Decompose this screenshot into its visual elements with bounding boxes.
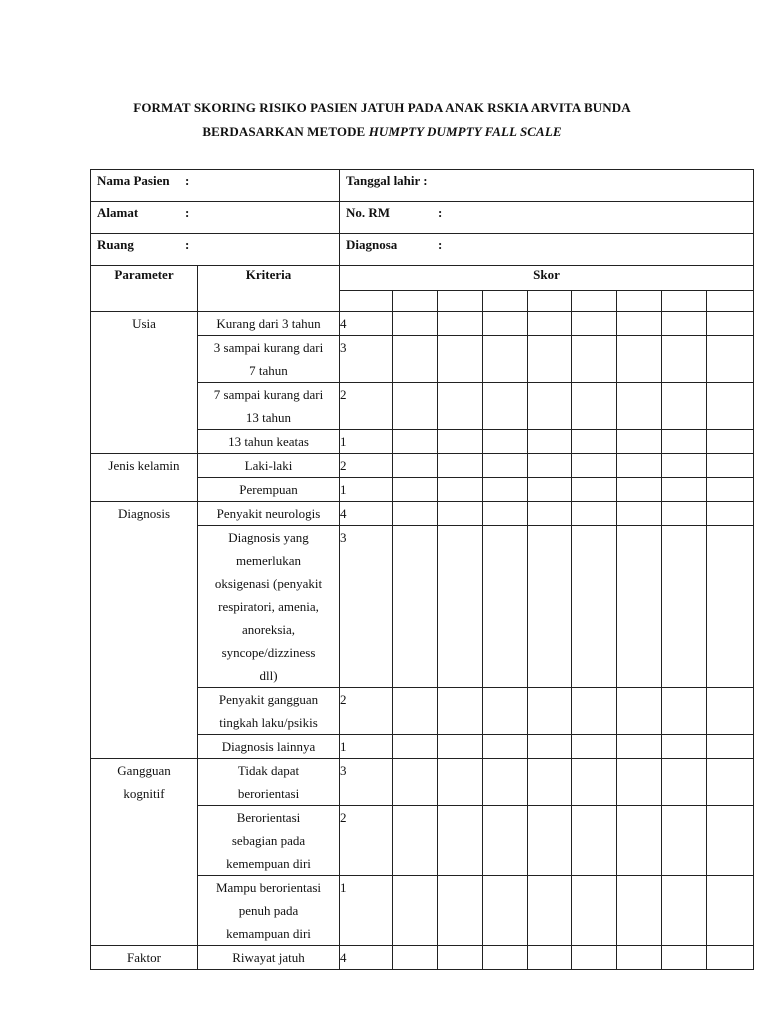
room-field[interactable]: [91, 234, 340, 266]
score-entry-cell[interactable]: [528, 291, 572, 312]
criteria-cell: [198, 478, 340, 502]
criteria-line: 13 tahun keatas: [228, 434, 309, 449]
score-entry-cell[interactable]: [528, 946, 572, 970]
criteria-line: anoreksia,: [241, 622, 296, 637]
criteria-cell: [198, 336, 340, 383]
score-entry-cell[interactable]: [617, 478, 662, 502]
score-value-cell: 1: [340, 876, 393, 946]
score-value-cell: 2: [340, 806, 393, 876]
score-entry-cell[interactable]: [617, 502, 662, 526]
criteria-line: Penyakit neurologis: [216, 506, 321, 521]
score-entry-cell[interactable]: [483, 876, 528, 946]
score-entry-cell[interactable]: [393, 312, 438, 336]
parameter-line: Jenis kelamin: [108, 458, 180, 473]
score-value-cell: 1: [340, 478, 393, 502]
score-entry-cell[interactable]: [707, 291, 754, 312]
criteria-cell: [198, 502, 340, 526]
score-entry-cell[interactable]: [617, 312, 662, 336]
score-entry-cell[interactable]: [572, 291, 617, 312]
score-value-cell: 4: [340, 502, 393, 526]
parameter-cell: [91, 454, 198, 502]
score-entry-cell[interactable]: [528, 526, 572, 688]
criteria-line: memerlukan: [236, 553, 301, 568]
score-entry-cell[interactable]: [438, 526, 483, 688]
birth-date-label: Tanggal lahir :: [346, 173, 428, 188]
criteria-line: Laki-laki: [244, 458, 293, 473]
score-value-cell: 4: [340, 946, 393, 970]
room-row: [91, 234, 754, 266]
score-entry-cell[interactable]: [662, 430, 707, 454]
score-entry-cell[interactable]: [662, 876, 707, 946]
criteria-row: [91, 759, 754, 806]
criteria-line: kemampuan diri: [226, 926, 311, 941]
score-entry-cell[interactable]: [528, 806, 572, 876]
criteria-line: Diagnosis lainnya: [221, 739, 316, 754]
score-entry-cell[interactable]: [393, 946, 438, 970]
criteria-line: penuh pada: [238, 903, 299, 918]
score-entry-cell[interactable]: [438, 383, 483, 430]
criteria-line: Diagnosis yang: [228, 530, 309, 545]
score-value-cell: 2: [340, 454, 393, 478]
criteria-cell: [198, 454, 340, 478]
score-value-cell: 4: [340, 312, 393, 336]
score-entry-cell[interactable]: [528, 454, 572, 478]
parameter-line: Faktor: [127, 950, 161, 965]
criteria-line: 3 sampai kurang dari: [213, 340, 324, 355]
score-entry-cell[interactable]: [483, 806, 528, 876]
score-entry-cell[interactable]: [393, 291, 438, 312]
criteria-cell: [198, 688, 340, 735]
criteria-cell: [198, 735, 340, 759]
criteria-cell: [198, 946, 340, 970]
patient-name-field[interactable]: [91, 170, 340, 202]
score-entry-cell[interactable]: [528, 688, 572, 735]
criteria-cell: [198, 806, 340, 876]
medical-record-sep: :: [438, 205, 443, 220]
score-entry-cell[interactable]: [662, 688, 707, 735]
diagnosis-sep: :: [438, 237, 443, 252]
score-entry-cell[interactable]: [483, 312, 528, 336]
score-entry-cell[interactable]: [483, 478, 528, 502]
score-entry-cell[interactable]: [438, 806, 483, 876]
criteria-line: respiratori, amenia,: [218, 599, 319, 614]
score-entry-cell[interactable]: [707, 336, 754, 383]
score-entry-cell[interactable]: [483, 502, 528, 526]
criteria-line: dll): [259, 668, 278, 683]
parameter-cell: [91, 946, 198, 970]
room-label: Ruang: [97, 237, 134, 252]
criteria-row: [91, 502, 754, 526]
score-entry-cell[interactable]: [662, 478, 707, 502]
criteria-header: Kriteria: [198, 266, 340, 312]
score-entry-cell[interactable]: [662, 502, 707, 526]
score-entry-cell[interactable]: [528, 478, 572, 502]
medical-record-field[interactable]: [340, 202, 754, 234]
score-entry-cell[interactable]: [393, 430, 438, 454]
score-header: Skor: [340, 266, 754, 291]
parameter-cell: [91, 502, 198, 759]
score-entry-cell[interactable]: [662, 735, 707, 759]
score-entry-cell[interactable]: [393, 383, 438, 430]
score-entry-cell[interactable]: [707, 383, 754, 430]
parameter-header: Parameter: [91, 266, 198, 312]
score-entry-cell[interactable]: [572, 478, 617, 502]
criteria-cell: [198, 312, 340, 336]
score-entry-cell[interactable]: [662, 383, 707, 430]
score-entry-cell[interactable]: [617, 336, 662, 383]
parameter-line: Gangguan: [117, 763, 171, 778]
patient-name-row: [91, 170, 754, 202]
score-value-cell: 3: [340, 526, 393, 688]
birth-date-field[interactable]: [340, 170, 754, 202]
score-entry-cell[interactable]: [662, 312, 707, 336]
fall-risk-form-table: [90, 169, 754, 970]
diagnosis-label: Diagnosa: [346, 237, 398, 252]
address-sep: :: [185, 205, 190, 220]
score-entry-cell[interactable]: [438, 759, 483, 806]
score-entry-cell[interactable]: [707, 759, 754, 806]
score-entry-cell[interactable]: [617, 806, 662, 876]
score-entry-cell[interactable]: [617, 876, 662, 946]
score-entry-cell[interactable]: [483, 454, 528, 478]
score-entry-cell[interactable]: [528, 502, 572, 526]
criteria-row: [91, 454, 754, 478]
score-entry-cell[interactable]: [707, 430, 754, 454]
score-entry-cell[interactable]: [528, 876, 572, 946]
score-entry-cell[interactable]: [393, 336, 438, 383]
score-entry-cell[interactable]: [572, 383, 617, 430]
score-entry-cell[interactable]: [572, 454, 617, 478]
score-entry-cell[interactable]: [572, 688, 617, 735]
score-entry-cell[interactable]: [617, 454, 662, 478]
score-entry-cell[interactable]: [438, 478, 483, 502]
score-entry-cell[interactable]: [707, 502, 754, 526]
score-entry-cell[interactable]: [528, 312, 572, 336]
score-entry-cell[interactable]: [438, 502, 483, 526]
score-entry-cell[interactable]: [483, 759, 528, 806]
score-entry-cell[interactable]: [528, 383, 572, 430]
parameter-line: Usia: [132, 316, 156, 331]
criteria-cell: [198, 876, 340, 946]
criteria-row: [91, 312, 754, 336]
score-entry-cell[interactable]: [483, 336, 528, 383]
score-entry-cell[interactable]: [438, 291, 483, 312]
parameter-line: kognitif: [123, 786, 165, 801]
criteria-cell: [198, 759, 340, 806]
score-value-blank-cell[interactable]: [340, 291, 393, 312]
parameter-cell: [91, 759, 198, 946]
score-entry-cell[interactable]: [438, 876, 483, 946]
criteria-line: Perempuan: [239, 482, 298, 497]
criteria-line: 7 sampai kurang dari: [213, 387, 324, 402]
criteria-line: oksigenasi (penyakit: [214, 576, 323, 591]
score-entry-cell[interactable]: [483, 688, 528, 735]
score-entry-cell[interactable]: [572, 946, 617, 970]
score-entry-cell[interactable]: [662, 806, 707, 876]
score-entry-cell[interactable]: [438, 688, 483, 735]
score-entry-cell[interactable]: [438, 430, 483, 454]
score-entry-cell[interactable]: [528, 430, 572, 454]
subtitle-prefix: BERDASARKAN METODE: [202, 124, 369, 139]
address-row: [91, 202, 754, 234]
criteria-line: berorientasi: [237, 786, 300, 801]
score-entry-cell[interactable]: [572, 502, 617, 526]
room-sep: :: [185, 237, 190, 252]
score-entry-cell[interactable]: [483, 526, 528, 688]
score-entry-cell[interactable]: [617, 383, 662, 430]
criteria-row: [91, 946, 754, 970]
score-entry-cell[interactable]: [617, 759, 662, 806]
criteria-line: Berorientasi: [236, 810, 301, 825]
score-entry-cell[interactable]: [438, 735, 483, 759]
criteria-line: 7 tahun: [249, 363, 288, 378]
score-entry-cell[interactable]: [393, 688, 438, 735]
criteria-cell: [198, 526, 340, 688]
criteria-line: syncope/dizziness: [221, 645, 316, 660]
criteria-line: Penyakit gangguan: [218, 692, 319, 707]
score-entry-cell[interactable]: [572, 312, 617, 336]
score-entry-cell[interactable]: [393, 876, 438, 946]
score-entry-cell[interactable]: [438, 336, 483, 383]
score-entry-cell[interactable]: [662, 454, 707, 478]
score-entry-cell[interactable]: [393, 759, 438, 806]
score-entry-cell[interactable]: [707, 454, 754, 478]
criteria-line: Tidak dapat: [237, 763, 300, 778]
score-entry-cell[interactable]: [528, 336, 572, 383]
criteria-line: Riwayat jatuh: [232, 950, 305, 965]
score-entry-cell[interactable]: [707, 526, 754, 688]
document-title: FORMAT SKORING RISIKO PASIEN JATUH PADA ANAK RSKIA ARVITA BUNDA: [133, 100, 631, 115]
score-entry-cell[interactable]: [393, 454, 438, 478]
criteria-cell: [198, 430, 340, 454]
score-entry-cell[interactable]: [707, 688, 754, 735]
score-entry-cell[interactable]: [438, 312, 483, 336]
address-label: Alamat: [97, 205, 139, 220]
score-entry-cell[interactable]: [707, 478, 754, 502]
subtitle-method: HUMPTY DUMPTY FALL SCALE: [368, 124, 562, 139]
score-entry-cell[interactable]: [393, 478, 438, 502]
score-entry-cell[interactable]: [572, 806, 617, 876]
score-entry-cell[interactable]: [707, 735, 754, 759]
criteria-line: kemempuan diri: [226, 856, 311, 871]
score-entry-cell[interactable]: [707, 946, 754, 970]
criteria-cell: [198, 383, 340, 430]
patient-name-label: Nama Pasien: [97, 173, 170, 188]
medical-record-label: No. RM: [346, 205, 391, 220]
score-value-cell: 1: [340, 735, 393, 759]
score-entry-cell[interactable]: [393, 735, 438, 759]
score-entry-cell[interactable]: [483, 735, 528, 759]
table-header-row: [91, 266, 754, 291]
score-value-cell: 2: [340, 383, 393, 430]
patient-name-sep: :: [185, 173, 190, 188]
criteria-line: sebagian pada: [231, 833, 306, 848]
score-entry-cell[interactable]: [662, 946, 707, 970]
score-entry-cell[interactable]: [662, 526, 707, 688]
criteria-line: Mampu berorientasi: [215, 880, 322, 895]
score-entry-cell[interactable]: [483, 383, 528, 430]
score-entry-cell[interactable]: [572, 526, 617, 688]
score-entry-cell[interactable]: [438, 946, 483, 970]
score-entry-cell[interactable]: [662, 291, 707, 312]
score-entry-cell[interactable]: [483, 291, 528, 312]
score-entry-cell[interactable]: [707, 876, 754, 946]
score-entry-cell[interactable]: [393, 806, 438, 876]
score-entry-cell[interactable]: [617, 946, 662, 970]
score-entry-cell[interactable]: [528, 759, 572, 806]
parameter-cell: [91, 312, 198, 454]
score-entry-cell[interactable]: [572, 735, 617, 759]
score-entry-cell[interactable]: [572, 759, 617, 806]
score-entry-cell[interactable]: [617, 735, 662, 759]
score-entry-cell[interactable]: [662, 759, 707, 806]
score-entry-cell[interactable]: [393, 502, 438, 526]
score-entry-cell[interactable]: [483, 430, 528, 454]
score-entry-cell[interactable]: [438, 454, 483, 478]
score-entry-cell[interactable]: [617, 430, 662, 454]
score-entry-cell[interactable]: [528, 735, 572, 759]
score-entry-cell[interactable]: [617, 526, 662, 688]
score-entry-cell[interactable]: [483, 946, 528, 970]
score-entry-cell[interactable]: [617, 291, 662, 312]
score-entry-cell[interactable]: [572, 876, 617, 946]
score-entry-cell[interactable]: [572, 430, 617, 454]
score-value-cell: 2: [340, 688, 393, 735]
score-entry-cell[interactable]: [617, 688, 662, 735]
diagnosis-field[interactable]: [340, 234, 754, 266]
score-value-cell: 3: [340, 759, 393, 806]
score-entry-cell[interactable]: [662, 336, 707, 383]
score-entry-cell[interactable]: [707, 806, 754, 876]
criteria-line: 13 tahun: [245, 410, 292, 425]
score-entry-cell[interactable]: [393, 526, 438, 688]
score-entry-cell[interactable]: [572, 336, 617, 383]
address-field[interactable]: [91, 202, 340, 234]
criteria-line: tingkah laku/psikis: [219, 715, 318, 730]
document-subtitle: [0, 124, 766, 140]
parameter-line: Diagnosis: [118, 506, 170, 521]
score-value-cell: 1: [340, 430, 393, 454]
score-value-cell: 3: [340, 336, 393, 383]
score-entry-cell[interactable]: [707, 312, 754, 336]
criteria-line: Kurang dari 3 tahun: [216, 316, 321, 331]
